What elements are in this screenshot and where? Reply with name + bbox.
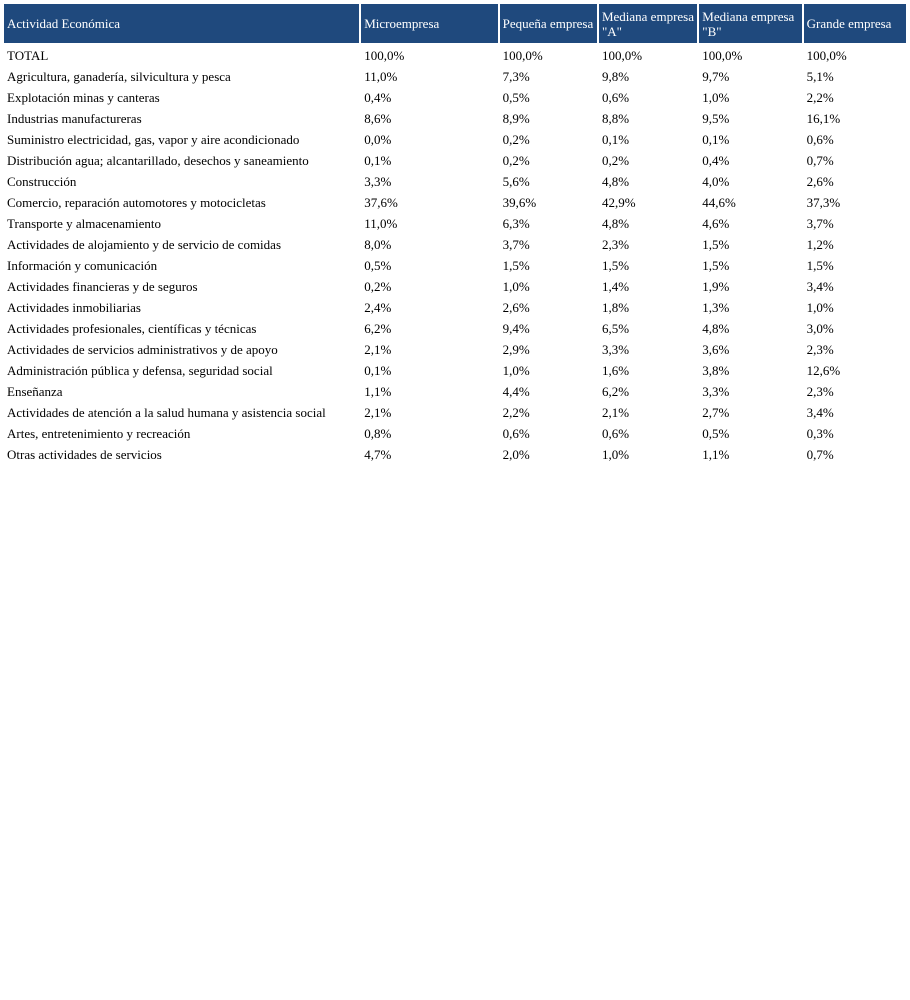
cell-small: 6,3% — [502, 216, 530, 231]
cell-medium-b: 3,8% — [702, 363, 730, 378]
cell-small: 2,9% — [502, 342, 530, 357]
cell-micro: 11,0% — [364, 69, 398, 84]
cell-small: 0,6% — [502, 426, 530, 441]
cell-activity: Artes, entretenimiento y recreación — [7, 426, 191, 441]
cell-large: 0,7% — [806, 153, 834, 168]
cell-medium-a: 1,5% — [601, 258, 630, 273]
table-row — [4, 213, 906, 234]
cell-micro: 8,0% — [364, 237, 392, 252]
table-row — [4, 234, 906, 255]
cell-micro: 2,1% — [364, 405, 392, 420]
header-small: Pequeña empresa — [500, 4, 597, 43]
table-row — [4, 255, 906, 276]
cell-large: 5,1% — [806, 69, 834, 84]
cell-activity: Actividades de atención a la salud humana y asistencia social — [7, 405, 326, 420]
cell-small: 0,2% — [502, 153, 530, 168]
cell-medium-a: 0,1% — [601, 132, 630, 147]
table-body — [4, 43, 906, 465]
table-row — [4, 444, 906, 465]
cell-medium-a: 4,8% — [601, 174, 630, 189]
cell-micro: 1,1% — [364, 384, 392, 399]
cell-medium-a: 2,1% — [601, 405, 630, 420]
cell-micro: 6,2% — [364, 321, 392, 336]
cell-large: 2,3% — [806, 384, 834, 399]
table-row — [4, 192, 906, 213]
header-activity: Actividad Económica — [4, 4, 359, 43]
cell-activity: Distribución agua; alcantarillado, desechos y saneamiento — [7, 153, 309, 168]
cell-medium-a: 0,6% — [601, 90, 630, 105]
cell-micro: 2,1% — [364, 342, 392, 357]
cell-micro: 0,0% — [364, 132, 392, 147]
cell-activity: Explotación minas y canteras — [7, 90, 160, 105]
cell-large: 3,4% — [806, 279, 834, 294]
cell-medium-b: 3,6% — [702, 342, 730, 357]
cell-medium-a: 100,0% — [601, 48, 643, 63]
cell-activity: Actividades financieras y de seguros — [7, 279, 198, 294]
cell-small: 1,0% — [502, 279, 530, 294]
cell-medium-b: 9,5% — [702, 111, 730, 126]
header-medium-a: Mediana empresa "A" — [599, 4, 697, 43]
cell-micro: 2,4% — [364, 300, 392, 315]
cell-small: 5,6% — [502, 174, 530, 189]
table-row — [4, 381, 906, 402]
cell-large: 2,3% — [806, 342, 834, 357]
cell-micro: 0,4% — [364, 90, 392, 105]
table-row — [4, 276, 906, 297]
cell-activity: Información y comunicación — [7, 258, 158, 273]
cell-medium-b: 4,6% — [702, 216, 730, 231]
header-row — [4, 4, 906, 43]
cell-small: 1,0% — [502, 363, 530, 378]
cell-activity: Actividades profesionales, científicas y técnicas — [7, 321, 257, 336]
table-row — [4, 87, 906, 108]
cell-micro: 0,1% — [364, 153, 392, 168]
table-row — [4, 150, 906, 171]
cell-medium-b: 0,1% — [702, 132, 730, 147]
cell-medium-b: 3,3% — [702, 384, 730, 399]
data-table-container — [4, 4, 906, 465]
cell-medium-b: 2,7% — [702, 405, 730, 420]
cell-medium-b: 1,5% — [702, 258, 730, 273]
cell-activity: Otras actividades de servicios — [7, 447, 162, 462]
cell-activity: Agricultura, ganadería, silvicultura y pesca — [7, 69, 231, 84]
cell-micro: 11,0% — [364, 216, 398, 231]
cell-small: 4,4% — [502, 384, 530, 399]
cell-medium-b: 4,0% — [702, 174, 730, 189]
cell-large: 3,4% — [806, 405, 834, 420]
cell-medium-a: 8,8% — [601, 111, 630, 126]
table-row — [4, 43, 906, 66]
cell-medium-a: 0,2% — [601, 153, 630, 168]
cell-micro: 0,1% — [364, 363, 392, 378]
table-row — [4, 339, 906, 360]
cell-medium-a: 1,0% — [601, 447, 630, 462]
header-micro: Microempresa — [361, 4, 497, 43]
cell-small: 2,2% — [502, 405, 530, 420]
cell-large: 100,0% — [806, 48, 847, 63]
cell-large: 1,5% — [806, 258, 834, 273]
cell-medium-a: 6,2% — [601, 384, 630, 399]
cell-small: 0,2% — [502, 132, 530, 147]
header-large: Grande empresa — [804, 4, 906, 43]
cell-activity: Construcción — [7, 174, 77, 189]
cell-medium-a: 0,6% — [601, 426, 630, 441]
cell-medium-b: 4,8% — [702, 321, 730, 336]
cell-large: 2,6% — [806, 174, 834, 189]
cell-micro: 4,7% — [364, 447, 392, 462]
cell-large: 1,2% — [806, 237, 834, 252]
cell-medium-a: 1,6% — [601, 363, 630, 378]
cell-large: 0,7% — [806, 447, 834, 462]
cell-medium-b: 9,7% — [702, 69, 730, 84]
table-row — [4, 66, 906, 87]
cell-large: 0,6% — [806, 132, 834, 147]
table-row — [4, 360, 906, 381]
economic-activity-table — [2, 4, 908, 465]
table-header — [4, 4, 906, 43]
cell-micro: 0,5% — [364, 258, 392, 273]
cell-medium-b: 1,9% — [702, 279, 730, 294]
cell-activity: Administración pública y defensa, seguridad social — [7, 363, 273, 378]
cell-large: 3,0% — [806, 321, 834, 336]
cell-medium-a: 9,8% — [601, 69, 630, 84]
table-row — [4, 318, 906, 339]
cell-small: 0,5% — [502, 90, 530, 105]
cell-micro: 100,0% — [364, 48, 405, 63]
cell-medium-b: 100,0% — [702, 48, 743, 63]
cell-medium-b: 1,1% — [702, 447, 730, 462]
cell-large: 12,6% — [806, 363, 841, 378]
table-row — [4, 423, 906, 444]
cell-small: 2,6% — [502, 300, 530, 315]
cell-small: 100,0% — [502, 48, 543, 63]
cell-large: 1,0% — [806, 300, 834, 315]
cell-micro: 37,6% — [364, 195, 398, 210]
cell-small: 3,7% — [502, 237, 530, 252]
cell-large: 0,3% — [806, 426, 834, 441]
cell-small: 39,6% — [502, 195, 537, 210]
cell-medium-a: 3,3% — [601, 342, 630, 357]
cell-medium-a: 4,8% — [601, 216, 630, 231]
table-row — [4, 129, 906, 150]
table-row — [4, 402, 906, 423]
cell-activity: Transporte y almacenamiento — [7, 216, 162, 231]
cell-large: 3,7% — [806, 216, 834, 231]
cell-medium-b: 1,3% — [702, 300, 730, 315]
cell-medium-a: 42,9% — [601, 195, 636, 210]
cell-activity: Actividades de alojamiento y de servicio de comidas — [7, 237, 281, 252]
cell-medium-b: 1,5% — [702, 237, 730, 252]
cell-micro: 3,3% — [364, 174, 392, 189]
table-row — [4, 171, 906, 192]
cell-small: 7,3% — [502, 69, 530, 84]
cell-activity: Enseñanza — [7, 384, 63, 399]
cell-activity: Comercio, reparación automotores y motocicletas — [7, 195, 266, 210]
cell-activity: Industrias manufactureras — [7, 111, 142, 126]
cell-medium-a: 6,5% — [601, 321, 630, 336]
cell-medium-b: 0,4% — [702, 153, 730, 168]
table-row — [4, 297, 906, 318]
header-medium-b: Mediana empresa "B" — [699, 4, 801, 43]
cell-small: 9,4% — [502, 321, 530, 336]
cell-medium-b: 1,0% — [702, 90, 730, 105]
cell-activity: Actividades inmobiliarias — [7, 300, 141, 315]
cell-micro: 8,6% — [364, 111, 392, 126]
cell-activity: TOTAL — [7, 48, 49, 63]
cell-medium-a: 2,3% — [601, 237, 630, 252]
table-row — [4, 108, 906, 129]
cell-medium-b: 0,5% — [702, 426, 730, 441]
cell-large: 2,2% — [806, 90, 834, 105]
cell-small: 1,5% — [502, 258, 530, 273]
cell-activity: Actividades de servicios administrativos y de apoyo — [7, 342, 278, 357]
cell-activity: Suministro electricidad, gas, vapor y aire acondicionado — [7, 132, 300, 147]
cell-medium-a: 1,8% — [601, 300, 630, 315]
cell-micro: 0,2% — [364, 279, 392, 294]
cell-micro: 0,8% — [364, 426, 392, 441]
cell-large: 16,1% — [806, 111, 841, 126]
cell-small: 2,0% — [502, 447, 530, 462]
cell-large: 37,3% — [806, 195, 841, 210]
cell-medium-a: 1,4% — [601, 279, 630, 294]
cell-medium-b: 44,6% — [702, 195, 736, 210]
cell-small: 8,9% — [502, 111, 530, 126]
